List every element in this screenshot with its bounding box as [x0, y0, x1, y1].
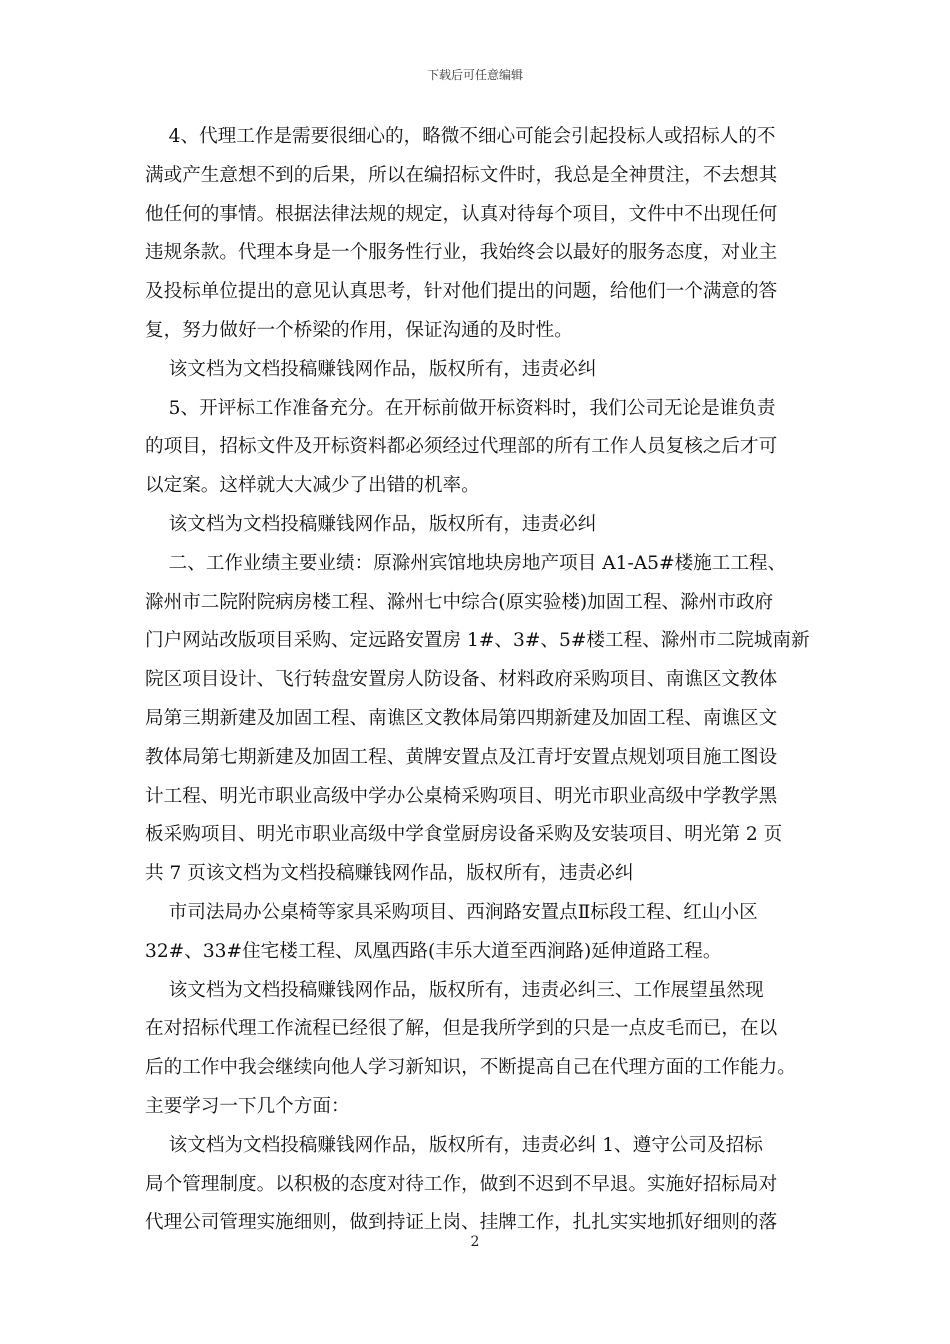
text-line: 教体局第七期新建及加固工程、黄牌安置点及江青圩安置点规划项目施工图设: [145, 746, 778, 768]
text-line: 二、工作业绩主要业绩：原滁州宾馆地块房地产项目 A1-A5#楼施工工程、: [145, 552, 787, 574]
text-line: 板采购项目、明光市职业高级中学食堂厨房设备采购及安装项目、明光第 2 页: [145, 824, 783, 846]
text-line: 32#、33#住宅楼工程、凤凰西路(丰乐大道至西涧路)延伸道路工程。: [145, 940, 722, 962]
text-line: 后的工作中我会继续向他人学习新知识，不断提高自己在代理方面的工作能力。: [145, 1057, 796, 1079]
text-line: 及投标单位提出的意见认真思考，针对他们提出的问题，给他们一个满意的答: [145, 281, 778, 303]
page-header: 下载后可任意编辑: [426, 68, 523, 82]
text-line: 主要学习一下几个方面：: [145, 1095, 350, 1117]
text-line: 市司法局办公桌椅等家具采购项目、西涧路安置点Ⅱ标段工程、红山小区: [145, 901, 758, 923]
text-line: 违规条款。代理本身是一个服务性行业，我始终会以最好的服务态度，对业主: [145, 242, 778, 264]
text-line: 以定案。这样就大大减少了出错的机率。: [145, 475, 480, 497]
text-line: 在对招标代理工作流程已经很了解，但是我所学到的只是一点皮毛而已，在以: [145, 1018, 778, 1040]
text-line: 局第三期新建及加固工程、南谯区文教体局第四期新建及加固工程、南谯区文: [145, 707, 778, 729]
document-body: [145, 118, 817, 1243]
page-number: 2: [470, 1234, 480, 1250]
text-line: 院区项目设计、飞行转盘安置房人防设备、材料政府采购项目、南谯区文教体: [145, 669, 778, 691]
text-line: 的项目，招标文件及开标资料都必须经过代理部的所有工作人员复核之后才可: [145, 436, 778, 458]
text-line: 计工程、明光市职业高级中学办公桌椅采购项目、明光市职业高级中学教学黑: [145, 785, 778, 807]
text-line: 该文档为文档投稿赚钱网作品，版权所有，违责必纠 1、遵守公司及招标: [145, 1134, 763, 1156]
text-line: 5、开评标工作准备充分。在开标前做开标资料时，我们公司无论是谁负责: [145, 397, 776, 419]
text-line: 该文档为文档投稿赚钱网作品，版权所有，违责必纠三、工作展望虽然现: [145, 979, 764, 1001]
text-line: 代理公司管理实施细则，做到持证上岗、挂牌工作，扎扎实实地抓好细则的落: [145, 1212, 778, 1234]
text-line: 该文档为文档投稿赚钱网作品，版权所有，违责必纠: [145, 513, 597, 535]
text-line: 复，努力做好一个桥梁的作用，保证沟通的及时性。: [145, 319, 573, 341]
text-line: 共 7 页该文档为文档投稿赚钱网作品，版权所有，违责必纠: [145, 863, 634, 885]
text-line: 他任何的事情。根据法律法规的规定，认真对待每个项目，文件中不出现任何: [145, 203, 778, 225]
text-line: 该文档为文档投稿赚钱网作品，版权所有，违责必纠: [145, 358, 597, 380]
text-line: 门户网站改版项目采购、定远路安置房 1#、3#、5#楼工程、滁州市二院城南新: [145, 630, 810, 652]
text-line: 滁州市二院附院病房楼工程、滁州七中综合(原实验楼)加固工程、滁州市政府: [145, 591, 774, 613]
text-line: 4、代理工作是需要很细心的，略微不细心可能会引起投标人或招标人的不: [145, 126, 776, 147]
text-line: 局个管理制度。以积极的态度对待工作，做到不迟到不早退。实施好招标局对: [145, 1173, 778, 1195]
text-line: 满或产生意想不到的后果，所以在编招标文件时，我总是全神贯注，不去想其: [145, 164, 778, 186]
